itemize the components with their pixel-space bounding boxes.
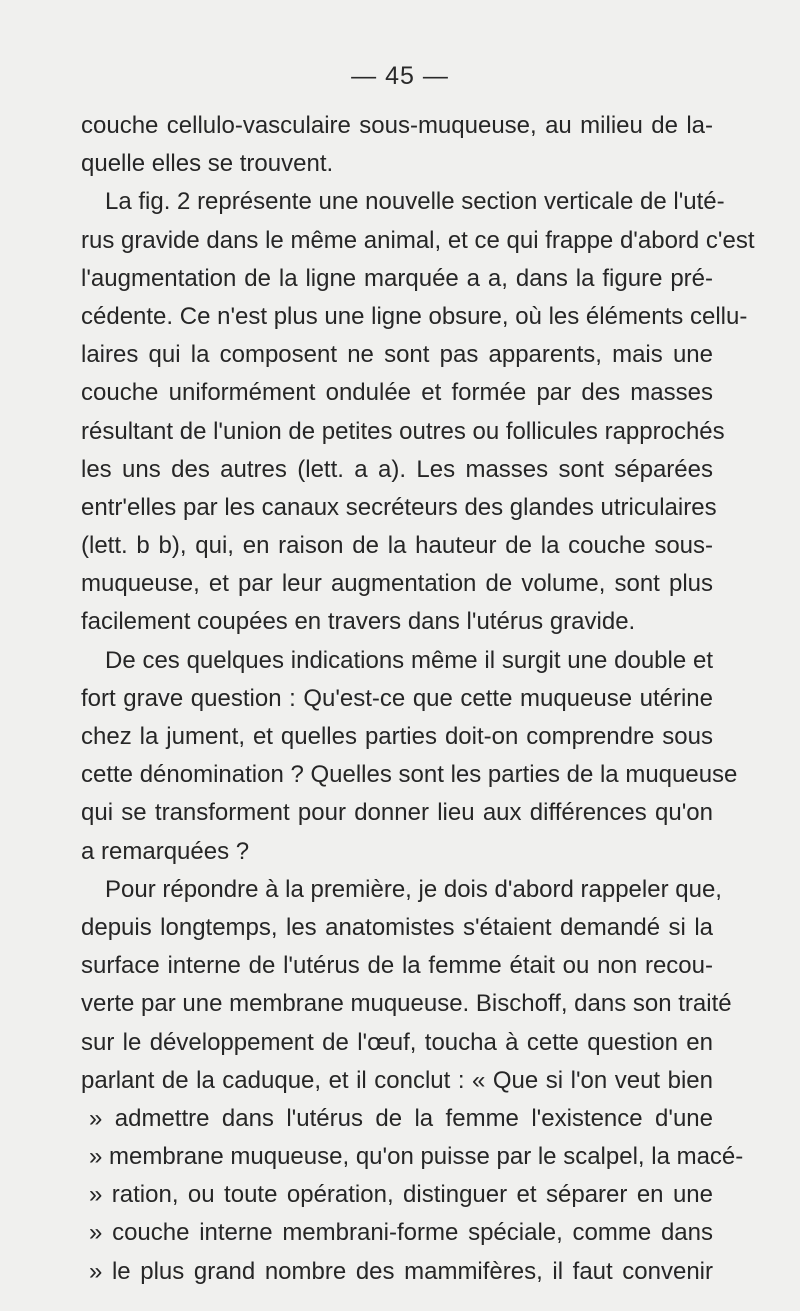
text-line: l'augmentation de la ligne marquée a a, dans la figure pré- bbox=[81, 264, 713, 292]
text-line: entr'elles par les canaux secréteurs des glandes utriculaires bbox=[81, 493, 717, 521]
text-line: verte par une membrane muqueuse. Bischoff, dans son traité bbox=[81, 990, 732, 1018]
text-line: résultant de l'union de petites outres ou follicules rapprochés bbox=[81, 417, 725, 445]
text-line: » membrane muqueuse, qu'on puisse par le scalpel, la macé- bbox=[89, 1143, 744, 1171]
text-line: » admettre dans l'utérus de la femme l'existence d'une bbox=[89, 1104, 713, 1132]
text-line: parlant de la caduque, et il conclut : « Que si l'on veut bien bbox=[81, 1066, 713, 1094]
text-line: chez la jument, et quelles parties doit-on comprendre sous bbox=[81, 723, 713, 750]
text-line: fort grave question : Qu'est-ce que cette muqueuse utérine bbox=[81, 684, 713, 712]
text-line: les uns des autres (lett. a a). Les masses sont séparées bbox=[81, 455, 713, 483]
text-line: » le plus grand nombre des mammifères, il faut convenir bbox=[89, 1257, 713, 1285]
text-line: qui se transforment pour donner lieu aux différences qu'on bbox=[81, 799, 713, 827]
text-line: cédente. Ce n'est plus une ligne obsure, où les éléments cellu- bbox=[81, 302, 748, 330]
text-line: depuis longtemps, les anatomistes s'étaient demandé si la bbox=[81, 913, 713, 941]
text-line: facilement coupées en travers dans l'utérus gravide. bbox=[81, 608, 636, 636]
text-line: a remarquées ? bbox=[81, 837, 250, 865]
page-number: — 45 — bbox=[351, 62, 449, 90]
text-line: couche uniformément ondulée et formée par des masses bbox=[81, 379, 713, 407]
text-line: De ces quelques indications même il surgit une double et bbox=[105, 646, 713, 674]
text-line: La fig. 2 représente une nouvelle section verticale de l'uté- bbox=[105, 188, 725, 216]
text-line: » ration, ou toute opération, distinguer et séparer en une bbox=[89, 1181, 713, 1209]
text-line: » couche interne membrani-forme spéciale, comme dans bbox=[89, 1219, 713, 1247]
text-line: couche cellulo-vasculaire sous-muqueuse, au milieu de la- bbox=[81, 112, 713, 139]
text-line: rus gravide dans le même animal, et ce qui frappe d'abord c'est bbox=[81, 226, 755, 254]
text-line: Pour répondre à la première, je dois d'abord rappeler que, bbox=[105, 875, 722, 903]
text-line: cette dénomination ? Quelles sont les parties de la muqueuse bbox=[81, 761, 738, 789]
text-line: (lett. b b), qui, en raison de la hauteur de la couche sous- bbox=[81, 532, 713, 560]
text-line: muqueuse, et par leur augmentation de volume, sont plus bbox=[81, 570, 713, 598]
body-text bbox=[81, 107, 755, 1291]
text-line: laires qui la composent ne sont pas apparents, mais une bbox=[81, 341, 713, 369]
text-line: quelle elles se trouvent. bbox=[81, 150, 334, 178]
text-line: surface interne de l'utérus de la femme était ou non recou- bbox=[81, 952, 713, 980]
text-line: sur le développement de l'œuf, toucha à cette question en bbox=[81, 1028, 713, 1056]
